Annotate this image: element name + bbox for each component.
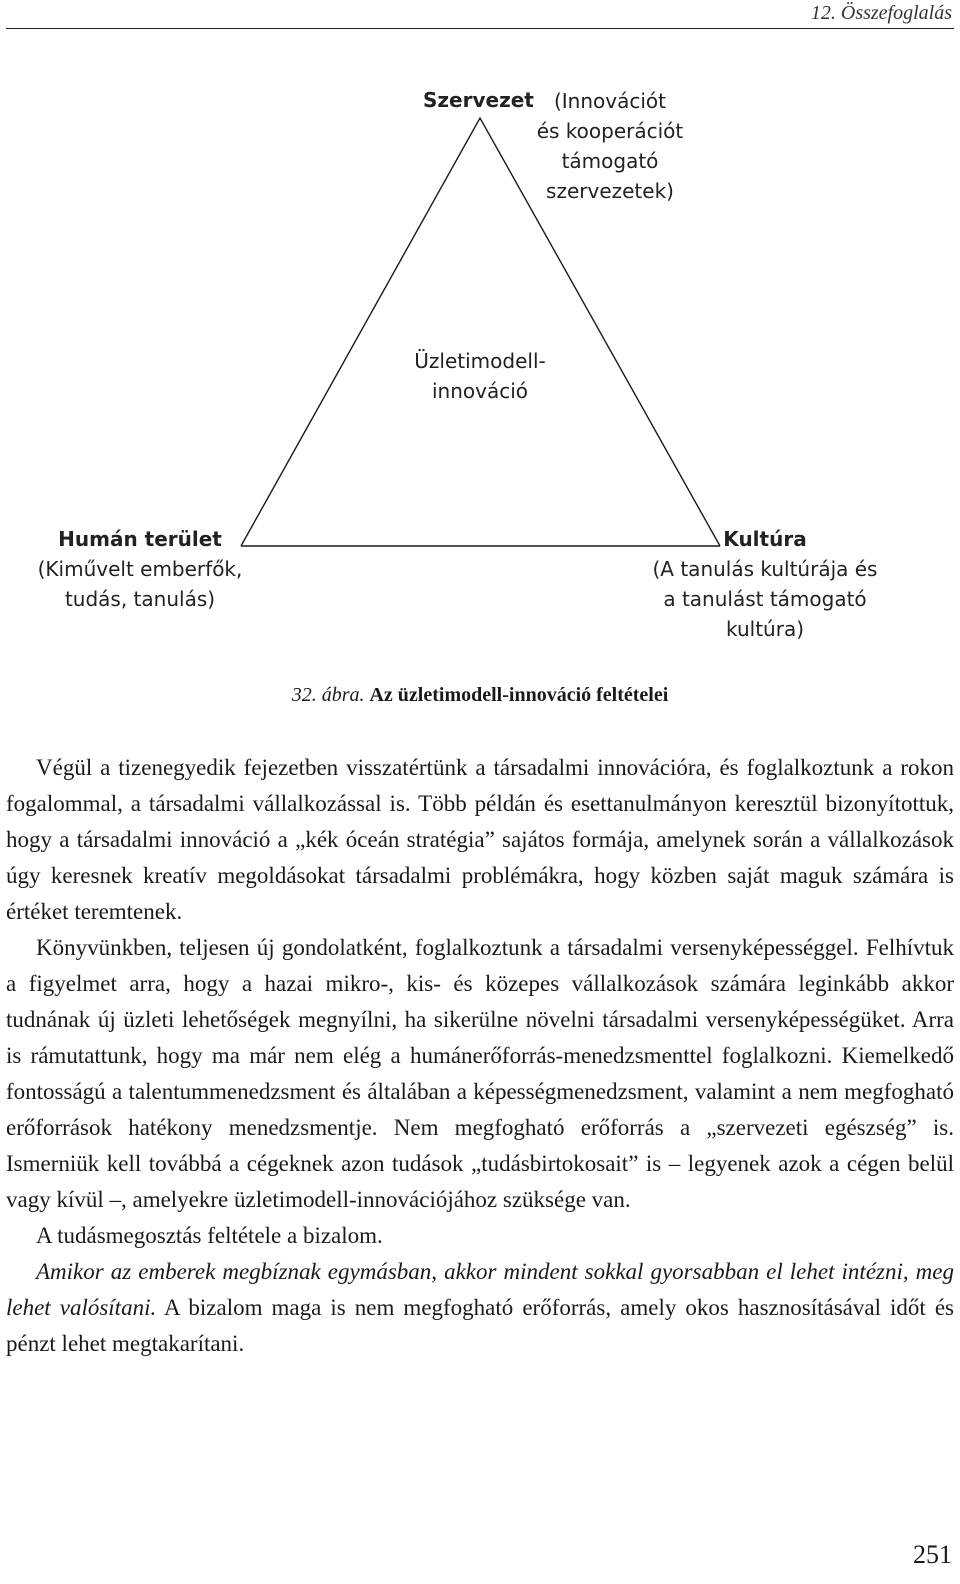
paragraph-quote — [6, 1254, 954, 1362]
paragraph: Végül a tizenegyedik fejezetben visszatértünk a társadalmi innovációra, és foglalkoztunk a rokon fogalommal, a társadalmi vállalkozással is. Több példán és esettanulmányon keresztül bizonyítottuk, hogy a társadalmi innováció a „kék óceán stratégia” sajátos formája, amelynek során a vállalkozások úgy keresnek kreatív megoldásokat társadalmi problémákra, hogy közben saját maguk számára is értéket teremtenek. — [6, 755, 954, 924]
quote-continuation: A bizalom maga is nem megfogható erőforrás, amely okos hasznosításával időt és pénzt lehet megtakarítani. — [6, 1295, 954, 1356]
figure-number: 32. ábra. — [291, 684, 365, 706]
figure-title: Az üzletimodell-innováció feltételei — [369, 684, 669, 706]
node-top-desc-line: és kooperációt — [536, 119, 684, 143]
node-right-desc-line: a tanulást támogató — [663, 587, 867, 611]
node-left-desc-line: tudás, tanulás) — [64, 587, 216, 611]
paragraph: A tudásmegosztás feltétele a bizalom. — [36, 1223, 383, 1248]
node-left — [20, 524, 260, 614]
body-text — [6, 750, 954, 1362]
figure-caption — [0, 684, 960, 707]
node-left-desc-line: (Kiművelt emberfők, — [37, 557, 243, 581]
triangle-diagram — [0, 0, 960, 680]
running-header: 12. Összefoglalás — [810, 2, 952, 24]
node-left-title: Humán terület — [58, 527, 222, 551]
node-right-desc-line: kultúra) — [726, 617, 804, 641]
quote-italic: Amikor az emberek megbíznak egymásban, akkor mindent sokkal gyorsabban el lehet intézni, meg lehet valósítani. — [6, 1259, 954, 1320]
paragraph: Könyvünkben, teljesen új gondolatként, foglalkoztunk a társadalmi versenyképességgel. Felhívtuk a figyelmet arra, hogy a hazai mikro-, kis- és közepes vállalkozások számára leginkább akkor tudnának új üzleti lehetőségek megnyílni, ha sikerülne növelni társadalmi versenyképességüket. Arra is rámutattunk, hogy ma már nem elég a humánerőforrás-menedzsmenttel foglalkozni. Kiemelkedő fontosságú a talentummenedzsment és általában a képességmenedzsment, valamint a nem megfogható erőforrások hatékony menedzsmentje. Nem megfogható erőforrás a „szervezeti egészség” is. Ismerniük kell továbbá a cégeknek azon tudások „tudásbirtokosait” is – legyenek azok a cégen belül vagy kívül –, amelyekre üzletimodell-innovációjához szüksége van. — [6, 935, 954, 1212]
node-right-desc-line: (A tanulás kultúrája és — [652, 557, 878, 581]
node-right — [640, 524, 890, 644]
node-top-desc — [510, 86, 710, 206]
node-top-title: Szervezet — [423, 88, 534, 112]
node-top-desc-line: támogató — [561, 149, 659, 173]
node-top-desc-line: (Innovációt — [553, 89, 666, 113]
node-center — [380, 346, 580, 406]
page-number: 251 — [913, 1540, 952, 1569]
node-center-line: Üzletimodell- — [414, 349, 546, 373]
node-top-desc-line: szervezetek) — [546, 179, 674, 203]
node-center-line: innováció — [431, 379, 529, 403]
node-right-title: Kultúra — [723, 527, 807, 551]
